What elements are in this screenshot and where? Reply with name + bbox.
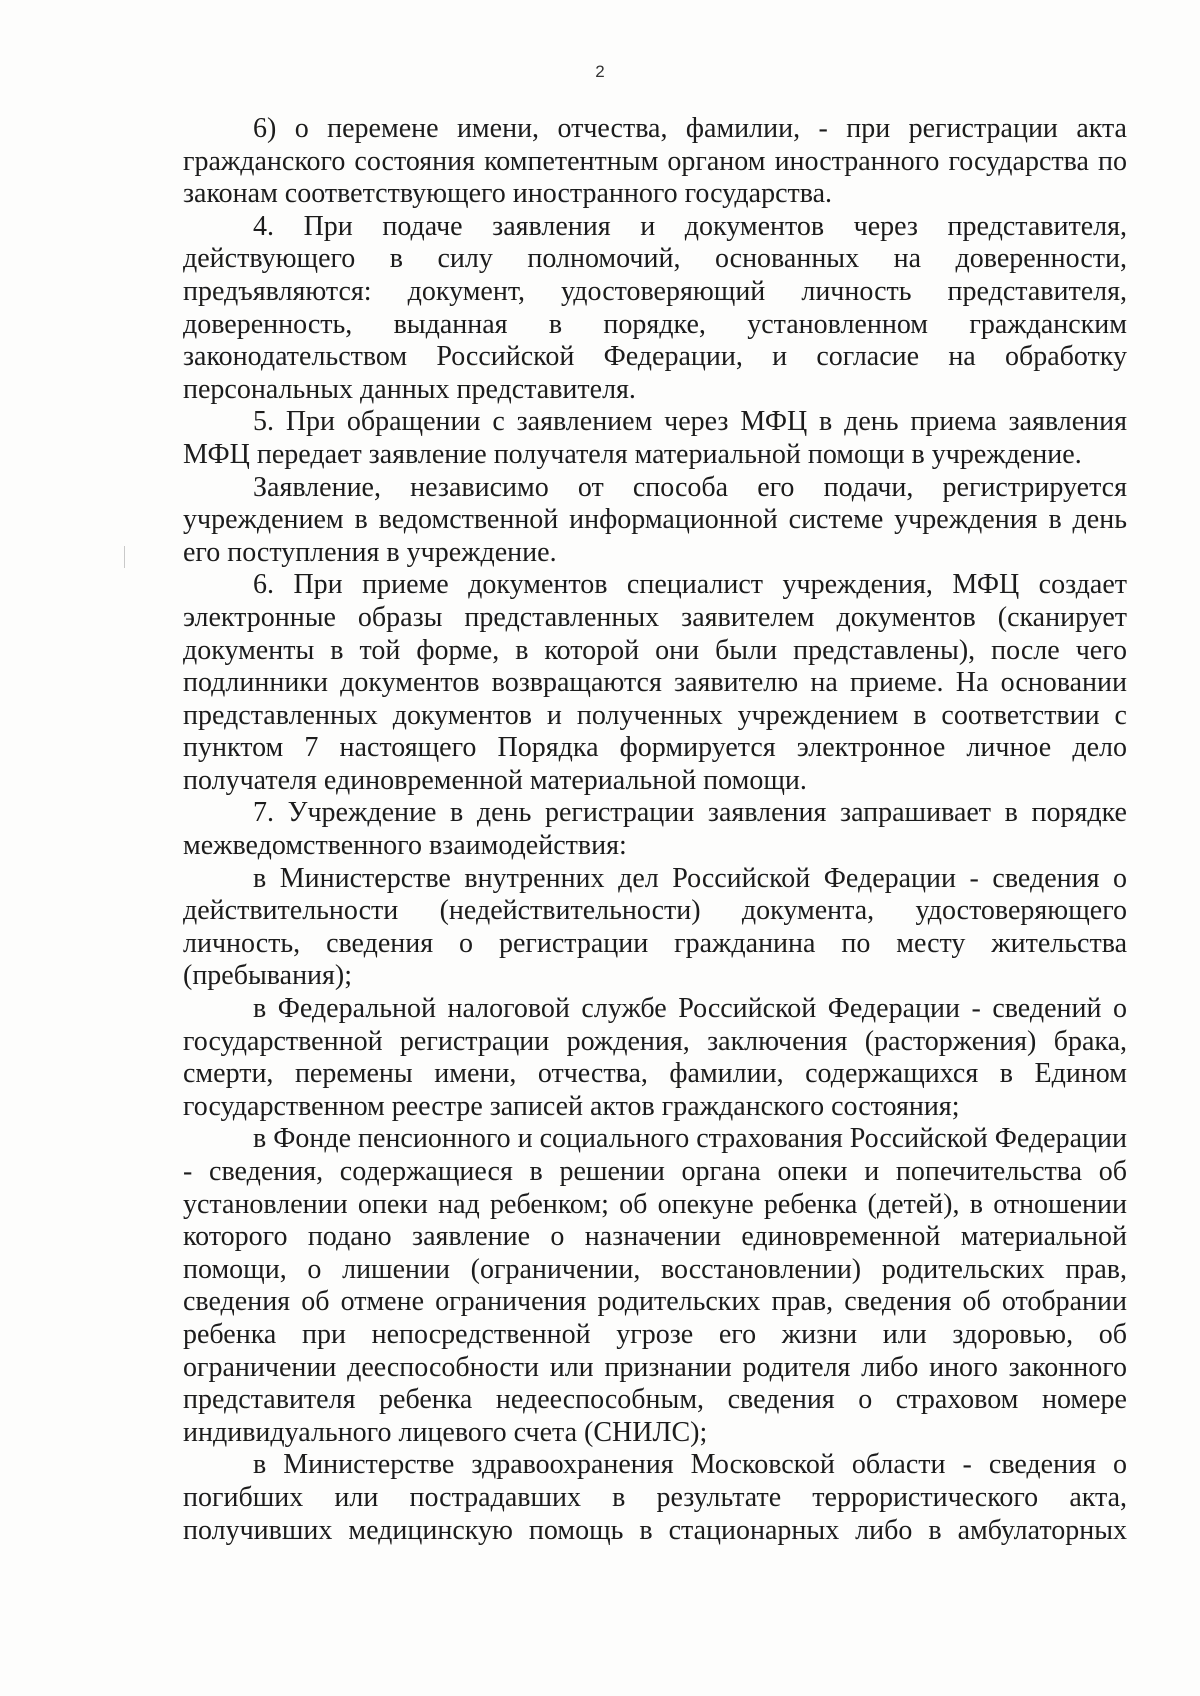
margin-mark — [124, 546, 125, 568]
paragraph-mvd: в Министерстве внутренних дел Российской Федерации - сведения о действительности (недействительности) документа, удостоверяющего личность, сведения о регистрации гражданина по месту жительства (пребывания); — [183, 862, 1127, 992]
paragraph-sfr: в Фонде пенсионного и социального страхования Российской Федерации - сведения, содержащиеся в решении органа опеки и попечительства об установлении опеки над ребенком; об опекуне ребенка (детей), в отношении которого подано заявление о назначении единовременной материальной помощи, о лишении (ограничении, восстановлении) родительских прав, сведения об отмене ограничения родительских прав, сведения об отобрании ребенка при непосредственной угрозе его жизни или здоровью, об ограничении дееспособности или признании родителя либо иного законного представителя ребенка недееспособным, сведения о страховом номере индивидуального лицевого счета (СНИЛС); — [183, 1123, 1127, 1448]
paragraph-subitem-6: 6) о перемене имени, отчества, фамилии, - при регистрации акта гражданского состояния компетентным органом иностранного государства по законам соответствующего иностранного государства. — [183, 113, 1127, 210]
paragraph-fns: в Федеральной налоговой службе Российской Федерации - сведений о государственной регистрации рождения, заключения (расторжения) брака, смерти, перемены имени, отчества, фамилии, содержащихся в Едином государственном реестре записей актов гражданского состояния; — [183, 993, 1127, 1122]
page-number: 2 — [595, 62, 605, 81]
paragraph-minzdrav: в Министерстве здравоохранения Московской области - сведения о погибших или пострадавших в результате террористического акта, получивших медицинскую помощь в стационарных либо в амбулаторных — [183, 1449, 1127, 1546]
document-body — [183, 113, 1127, 1547]
paragraph-item-6: 6. При приеме документов специалист учреждения, МФЦ создает электронные образы представленных заявителем документов (сканирует документы в той форме, в которой они были представлены), после чего подлинники документов возвращаются заявителю на приеме. На основании представленных документов и полученных учреждением в соответствии с пунктом 7 настоящего Порядка формируется электронное личное дело получателя единовременной материальной помощи. — [183, 569, 1127, 796]
paragraph-item-4: 4. При подаче заявления и документов через представителя, действующего в силу полномочий, основанных на доверенности, предъявляются: документ, удостоверяющий личность представителя, доверенность, выданная в порядке, установленном гражданским законодательством Российской Федерации, и согласие на обработку персональных данных представителя. — [183, 210, 1127, 405]
paragraph-item-5: 5. При обращении с заявлением через МФЦ в день приема заявления МФЦ передает заявление получателя материальной помощи в учреждение. — [183, 406, 1127, 470]
paragraph-registration: Заявление, независимо от способа его подачи, регистрируется учреждением в ведомственной информационной системе учреждения в день его поступления в учреждение. — [183, 471, 1127, 568]
paragraph-item-7: 7. Учреждение в день регистрации заявления запрашивает в порядке межведомственного взаимодействия: — [183, 797, 1127, 862]
